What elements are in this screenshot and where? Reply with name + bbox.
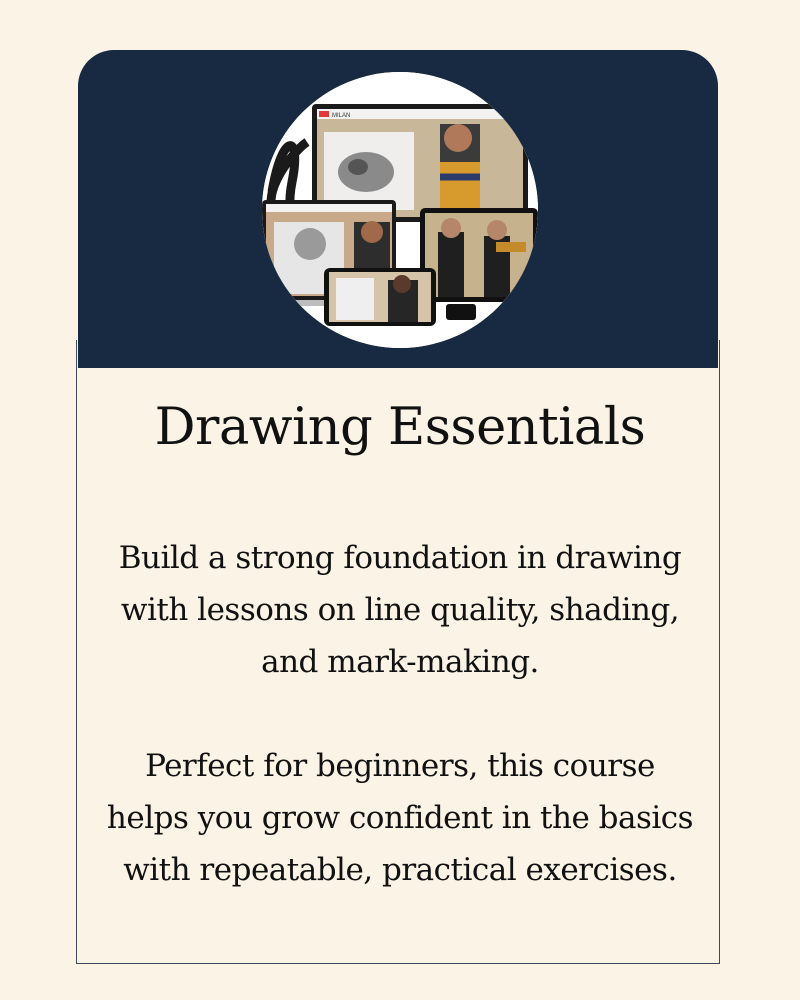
description-line: helps you grow confident in the basics: [106, 800, 694, 836]
course-title: Drawing Essentials: [154, 398, 646, 457]
course-preview-illustration: [262, 72, 538, 348]
description-line: with repeatable, practical exercises.: [123, 852, 677, 888]
description-line: Perfect for beginners, this course: [145, 748, 655, 784]
course-preview-image: [262, 72, 538, 348]
course-description-intro: [80, 532, 720, 688]
course-description-details: [80, 740, 720, 896]
logo-text: MILAN: [332, 113, 351, 119]
description-line: and mark-making.: [261, 644, 539, 680]
description-line: with lessons on line quality, shading,: [120, 592, 680, 628]
description-line: Build a strong foundation in drawing: [118, 540, 682, 576]
